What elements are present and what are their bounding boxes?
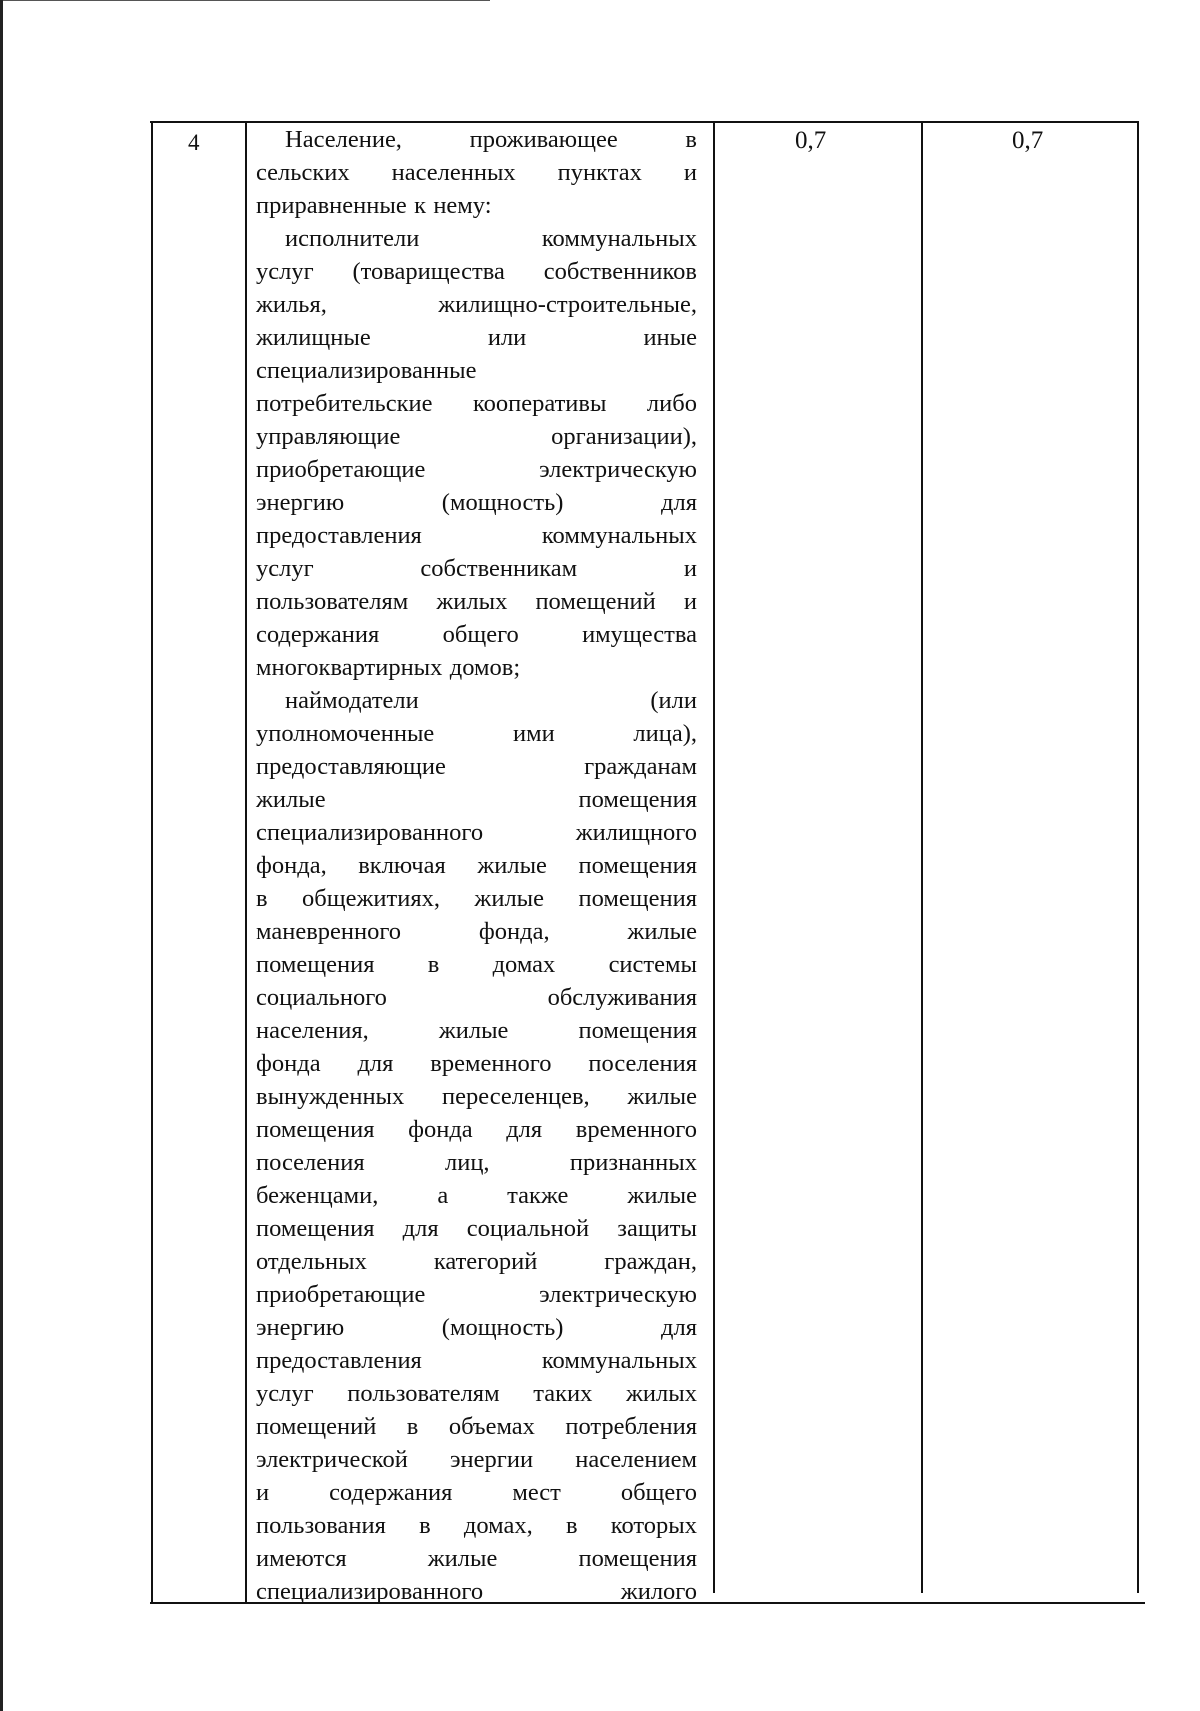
description-word: лиц, xyxy=(444,1149,490,1176)
description-word: пользователям xyxy=(256,588,409,615)
description-word: сельских xyxy=(256,159,350,186)
description-word: помещения xyxy=(578,1545,697,1572)
description-word: приравненные xyxy=(256,192,407,219)
description-word: исполнители xyxy=(285,225,420,252)
description-line xyxy=(256,123,697,156)
description-line xyxy=(256,354,697,387)
description-word: специализированные xyxy=(256,357,477,384)
description-word: коммунальных xyxy=(541,1347,697,1374)
description-word: жилищного xyxy=(575,819,697,846)
description-line xyxy=(256,519,697,552)
description-word: жилые xyxy=(627,1083,697,1110)
description-word: фонда, xyxy=(256,852,327,879)
description-line xyxy=(256,816,697,849)
description-word: в xyxy=(685,126,697,153)
description-word: помещения xyxy=(578,885,697,912)
description-line xyxy=(256,1443,697,1476)
description-word: либо xyxy=(646,390,697,417)
description-word: таких xyxy=(533,1380,593,1407)
description-line xyxy=(256,1245,697,1278)
description-word: и xyxy=(683,588,697,615)
description-word: отдельных xyxy=(256,1248,367,1275)
description-line xyxy=(256,321,697,354)
description-word: жилые xyxy=(627,918,697,945)
description-line xyxy=(256,915,697,948)
description-word: также xyxy=(507,1182,569,1209)
row-number-cell: 4 xyxy=(188,130,200,155)
description-word: в xyxy=(427,951,440,978)
description-line xyxy=(256,552,697,585)
description-word: уполномоченные xyxy=(256,720,435,747)
description-line xyxy=(256,717,697,750)
scan-top-border xyxy=(0,0,490,1)
description-word: энергию xyxy=(256,1314,345,1341)
description-word: фонда, xyxy=(478,918,550,945)
description-word: переселенцев, xyxy=(442,1083,590,1110)
column-divider-3 xyxy=(921,121,923,1593)
description-word: содержания xyxy=(256,621,380,648)
description-line xyxy=(256,1014,697,1047)
description-word: беженцами, xyxy=(256,1182,379,1209)
description-line xyxy=(256,156,697,189)
description-line xyxy=(256,618,697,651)
description-word: общего xyxy=(442,621,519,648)
description-word: электрической xyxy=(256,1446,408,1473)
description-word: гражданам xyxy=(584,753,697,780)
description-line xyxy=(256,981,697,1014)
description-word: вынужденных xyxy=(256,1083,405,1110)
description-word: услуг xyxy=(256,555,314,582)
description-word: жилого xyxy=(620,1578,697,1605)
description-line xyxy=(256,189,697,222)
description-line xyxy=(256,585,697,618)
description-line xyxy=(256,1509,697,1542)
description-word: жилые xyxy=(474,885,545,912)
description-word: помещения xyxy=(578,852,697,879)
description-word: иные xyxy=(643,324,697,351)
table-right-border xyxy=(1137,121,1139,1593)
description-line xyxy=(256,387,697,420)
description-word: многоквартирных xyxy=(256,654,443,681)
description-word: наймодатели xyxy=(285,687,419,714)
description-word: и xyxy=(683,555,697,582)
description-line xyxy=(256,1377,697,1410)
description-word: фонда xyxy=(256,1050,321,1077)
description-word: домов; xyxy=(449,654,521,681)
description-word: временного xyxy=(575,1116,697,1143)
description-word: потребления xyxy=(565,1413,697,1440)
description-line xyxy=(256,255,697,288)
description-line xyxy=(256,849,697,882)
description-word: в xyxy=(256,885,268,912)
description-word: помещений xyxy=(535,588,656,615)
description-line xyxy=(256,1542,697,1575)
description-word: организации), xyxy=(551,423,697,450)
description-word: для xyxy=(661,489,697,516)
description-word: имеются xyxy=(256,1545,347,1572)
description-line xyxy=(256,1278,697,1311)
description-word: жилые xyxy=(477,852,547,879)
description-word: или xyxy=(487,324,527,351)
description-line xyxy=(256,783,697,816)
description-word: фонда xyxy=(408,1116,473,1143)
description-line xyxy=(256,684,697,717)
description-line xyxy=(256,1212,697,1245)
description-word: (или xyxy=(650,687,697,714)
description-word: в xyxy=(565,1512,578,1539)
description-word: жилых xyxy=(436,588,508,615)
description-word: и xyxy=(683,159,697,186)
column-divider-1 xyxy=(245,121,247,1604)
description-word: приобретающие xyxy=(256,1281,426,1308)
description-line xyxy=(256,1113,697,1146)
description-word: энергии xyxy=(450,1446,534,1473)
description-word: пользования xyxy=(256,1512,386,1539)
description-word: обслуживания xyxy=(547,984,697,1011)
description-word: поселения xyxy=(256,1149,365,1176)
description-word: кооперативы xyxy=(472,390,607,417)
description-word: населением xyxy=(575,1446,697,1473)
description-word: социального xyxy=(256,984,387,1011)
description-word: коммунальных xyxy=(541,522,697,549)
description-line xyxy=(256,1146,697,1179)
description-word: энергию xyxy=(256,489,345,516)
description-cell xyxy=(256,123,697,1608)
description-line xyxy=(256,222,697,255)
description-line xyxy=(256,1575,697,1608)
description-word: признанных xyxy=(569,1149,697,1176)
description-word: помещения xyxy=(256,951,375,978)
description-word: нему: xyxy=(433,192,492,219)
description-word: проживающее xyxy=(469,126,618,153)
description-word: пунктах xyxy=(557,159,642,186)
description-line xyxy=(256,1080,697,1113)
description-word: коммунальных xyxy=(541,225,697,252)
description-line xyxy=(256,750,697,783)
description-word: помещения xyxy=(578,786,697,813)
description-word: категорий xyxy=(433,1248,538,1275)
description-word: граждан, xyxy=(604,1248,697,1275)
description-word: приобретающие xyxy=(256,456,426,483)
description-word: жилые xyxy=(627,1182,697,1209)
description-word: общежитиях, xyxy=(302,885,440,912)
description-word: предоставления xyxy=(256,522,422,549)
description-word: содержания xyxy=(329,1479,453,1506)
description-word: для xyxy=(402,1215,439,1242)
description-word: предоставления xyxy=(256,1347,422,1374)
description-word: жилые xyxy=(438,1017,509,1044)
description-word: населения, xyxy=(256,1017,369,1044)
scan-left-edge xyxy=(0,0,3,1711)
description-word: собственников xyxy=(543,258,697,285)
description-word: жилищные xyxy=(256,324,371,351)
description-line xyxy=(256,948,697,981)
description-word: жилые xyxy=(256,786,326,813)
description-word: электрическую xyxy=(539,456,697,483)
description-word: поселения xyxy=(588,1050,697,1077)
description-word: социальной xyxy=(466,1215,590,1242)
description-word: услуг xyxy=(256,1380,314,1407)
description-word: включая xyxy=(358,852,446,879)
description-line xyxy=(256,1047,697,1080)
description-word: ими xyxy=(512,720,555,747)
description-word: специализированного xyxy=(256,1578,484,1605)
description-word: лица), xyxy=(633,720,697,747)
description-word: населенных xyxy=(391,159,516,186)
description-line xyxy=(256,288,697,321)
description-word: системы xyxy=(608,951,697,978)
description-word: маневренного xyxy=(256,918,402,945)
description-word: жилья, xyxy=(256,291,327,318)
description-word: и xyxy=(256,1479,270,1506)
description-line xyxy=(256,651,697,684)
description-word: в xyxy=(419,1512,431,1539)
description-word: управляющие xyxy=(256,423,401,450)
description-word: домах xyxy=(492,951,556,978)
description-word: жилищно-строительные, xyxy=(438,291,697,318)
description-word: помещения xyxy=(256,1215,375,1242)
description-word: объемах xyxy=(448,1413,535,1440)
description-word: в xyxy=(406,1413,419,1440)
description-line xyxy=(256,1476,697,1509)
description-word: которых xyxy=(610,1512,697,1539)
description-word: электрическую xyxy=(539,1281,697,1308)
description-word: потребительские xyxy=(256,390,433,417)
value-cell-1: 0,7 xyxy=(795,127,827,154)
column-divider-2 xyxy=(713,121,715,1593)
description-word: пользователям xyxy=(347,1380,500,1407)
description-line xyxy=(256,453,697,486)
description-word: Население, xyxy=(285,126,402,153)
description-word: мест xyxy=(512,1479,561,1506)
description-word: специализированного xyxy=(256,819,484,846)
table-left-border xyxy=(151,121,153,1604)
description-word: жилые xyxy=(427,1545,498,1572)
description-word: (мощность) xyxy=(441,1314,564,1341)
description-word: к xyxy=(414,192,426,219)
description-word: защиты xyxy=(617,1215,697,1242)
description-line xyxy=(256,882,697,915)
description-word: для xyxy=(661,1314,697,1341)
description-word: имущества xyxy=(582,621,697,648)
description-word: услуг xyxy=(256,258,314,285)
description-word: помещения xyxy=(578,1017,697,1044)
description-line xyxy=(256,1410,697,1443)
description-word: собственникам xyxy=(420,555,578,582)
description-line xyxy=(256,1311,697,1344)
description-line xyxy=(256,1179,697,1212)
description-word: жилых xyxy=(625,1380,697,1407)
description-word: помещения xyxy=(256,1116,375,1143)
description-word: временного xyxy=(430,1050,552,1077)
value-cell-2: 0,7 xyxy=(1012,127,1044,154)
description-line xyxy=(256,420,697,453)
description-line xyxy=(256,486,697,519)
description-word: для xyxy=(506,1116,543,1143)
description-word: а xyxy=(437,1182,449,1209)
description-word: помещений xyxy=(256,1413,377,1440)
description-word: (товарищества xyxy=(352,258,505,285)
description-word: общего xyxy=(620,1479,697,1506)
description-word: предоставляющие xyxy=(256,753,446,780)
description-word: домах, xyxy=(463,1512,533,1539)
description-word: для xyxy=(357,1050,394,1077)
description-word: (мощность) xyxy=(441,489,564,516)
description-line xyxy=(256,1344,697,1377)
